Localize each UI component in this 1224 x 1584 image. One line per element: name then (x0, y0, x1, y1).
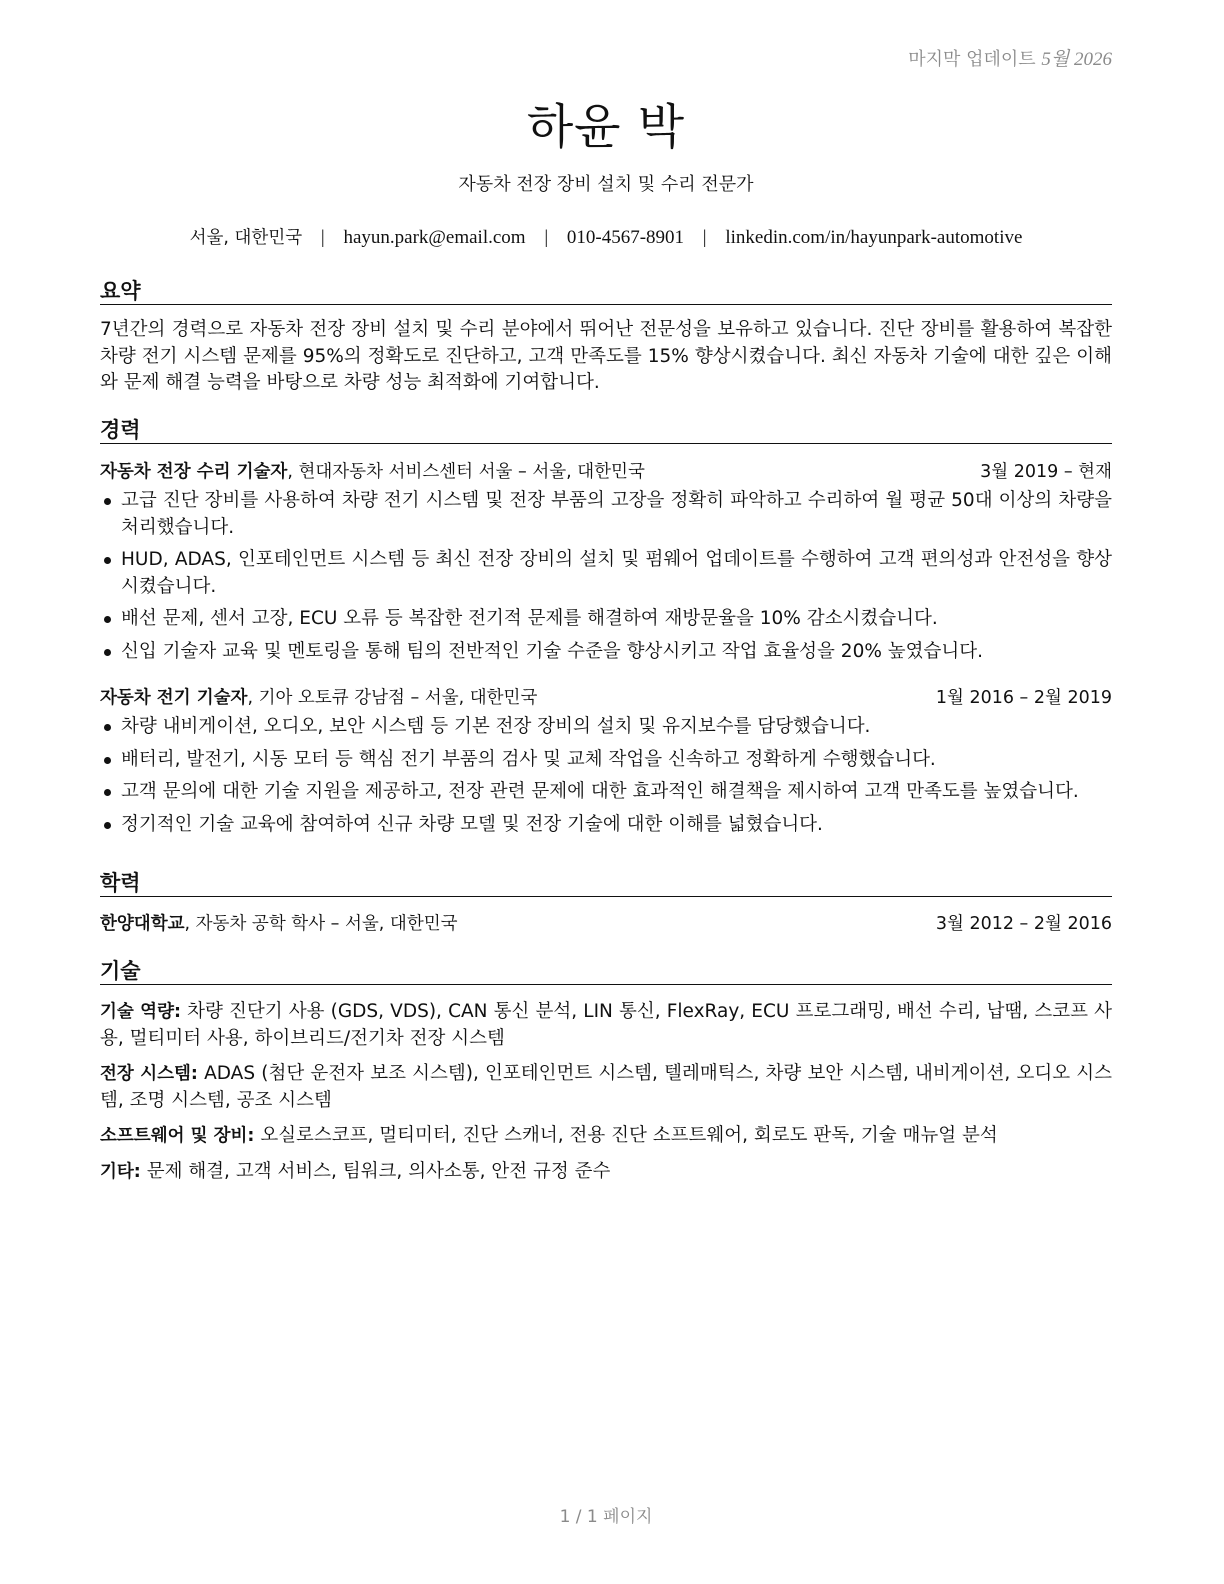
candidate-headline: 자동차 전장 장비 설치 및 수리 전문가 (458, 174, 754, 195)
last-updated-label: 마지막 업데이트 (908, 49, 1036, 70)
skill-label: 소프트웨어 및 장비: (100, 1126, 255, 1146)
resume-page (100, 0, 1112, 1584)
skill-item (100, 999, 1112, 1052)
contact-email[interactable]: hayun.park@email.com (343, 227, 526, 248)
contact-phone: 010-4567-8901 (566, 227, 685, 248)
job-header (100, 685, 1112, 711)
skills-title: 기술 (100, 958, 1112, 985)
education-title: 학력 (100, 870, 1112, 897)
experience-title: 경력 (100, 417, 1112, 444)
experience-section (100, 417, 1112, 844)
last-updated (908, 44, 1112, 71)
education-dates: 3월 2012 – 2월 2016 (935, 914, 1112, 934)
skill-item (100, 1159, 1112, 1186)
job-bullet: 고객 문의에 대한 기술 지원을 제공하고, 전장 관련 문제에 대한 효과적인 해결책을 제시하여 고객 만족도를 높였습니다. (100, 779, 1112, 806)
education-section (100, 870, 1112, 937)
contact-separator: | (544, 227, 549, 248)
education-detail: , 자동차 공학 학사 – 서울, 대한민국 (184, 914, 458, 934)
summary-title: 요약 (100, 278, 1112, 305)
job-dates: 1월 2016 – 2월 2019 (935, 688, 1112, 708)
job-role: 자동차 전장 수리 기술자 (100, 462, 288, 482)
job-bullet: HUD, ADAS, 인포테인먼트 시스템 등 최신 전장 장비의 설치 및 펌웨어 업데이트를 수행하여 고객 편의성과 안전성을 향상시켰습니다. (100, 547, 1112, 600)
job-bullets (100, 714, 1112, 838)
job-bullet: 차량 내비게이션, 오디오, 보안 시스템 등 기본 전장 장비의 설치 및 유지보수를 담당했습니다. (100, 714, 1112, 741)
summary-text: 7년간의 경력으로 자동차 전장 장비 설치 및 수리 분야에서 뛰어난 전문성을 보유하고 있습니다. 진단 장비를 활용하여 복잡한 차량 전기 시스템 문제를 95%의 정확도로 진단하고, 고객 만족도를 15% 향상시켰습니다. 최신 자동차 기술에 대한 깊은 이해와 문제 해결 능력을 바탕으로 차량 성능 최적화에 기여합니다. (100, 319, 1112, 393)
education-school: 한양대학교 (100, 914, 185, 934)
job-bullet: 정기적인 기술 교육에 참여하여 신규 차량 모델 및 전장 기술에 대한 이해를 넓혔습니다. (100, 812, 1112, 839)
skill-text: 오실로스코프, 멀티미터, 진단 스캐너, 전용 진단 소프트웨어, 회로도 판독, 기술 매뉴얼 분석 (254, 1125, 998, 1146)
job-header (100, 459, 1112, 485)
contact-separator: | (702, 227, 707, 248)
job-bullets (100, 488, 1112, 665)
skill-text: 차량 진단기 사용 (GDS, VDS), CAN 통신 분석, LIN 통신, FlexRay, ECU 프로그래밍, 배선 수리, 납땜, 스코프 사용, 멀티미터 사용, 하이브리드/전기차 전장 시스템 (100, 1001, 1112, 1049)
contact-line (100, 224, 1112, 249)
job-role: 자동차 전기 기술자 (100, 688, 248, 708)
skills-section (100, 958, 1112, 1194)
skills-list (100, 999, 1112, 1185)
job-bullet: 신입 기술자 교육 및 멘토링을 통해 팀의 전반적인 기술 수준을 향상시키고 작업 효율성을 20% 높였습니다. (100, 639, 1112, 666)
education-line (100, 911, 458, 937)
job-bullet: 배터리, 발전기, 시동 모터 등 핵심 전기 부품의 검사 및 교체 작업을 신속하고 정확하게 수행했습니다. (100, 747, 1112, 774)
job-entry (100, 685, 1112, 838)
job-org: , 현대자동차 서비스센터 서울 – 서울, 대한민국 (287, 462, 645, 482)
job-title-line (100, 459, 645, 485)
candidate-name: 하윤 박 (526, 99, 686, 155)
job-title-line (100, 685, 537, 711)
education-entry (100, 911, 1112, 937)
job-org: , 기아 오토큐 강남점 – 서울, 대한민국 (247, 688, 538, 708)
skill-item (100, 1061, 1112, 1114)
job-bullet: 고급 진단 장비를 사용하여 차량 전기 시스템 및 전장 부품의 고장을 정확히 파악하고 수리하여 월 평균 50대 이상의 차량을 처리했습니다. (100, 488, 1112, 541)
skill-label: 기술 역량: (100, 1002, 181, 1022)
skill-item (100, 1123, 1112, 1150)
skill-label: 기타: (100, 1161, 141, 1182)
skill-text: ADAS (첨단 운전자 보조 시스템), 인포테인먼트 시스템, 텔레매틱스, 차량 보안 시스템, 내비게이션, 오디오 시스템, 조명 시스템, 공조 시스템 (100, 1063, 1112, 1111)
last-updated-date: 5월 2026 (1041, 49, 1112, 70)
job-bullet: 배선 문제, 센서 고장, ECU 오류 등 복잡한 전기적 문제를 해결하여 재방문율을 10% 감소시켰습니다. (100, 606, 1112, 633)
contact-separator: | (320, 227, 325, 248)
skill-label: 전장 시스템: (100, 1064, 198, 1084)
job-dates: 3월 2019 – 현재 (980, 462, 1112, 482)
summary-section (100, 278, 1112, 397)
page-indicator: 1 / 1 페이지 (559, 1507, 653, 1527)
contact-linkedin[interactable]: linkedin.com/in/hayunpark-automotive (725, 227, 1023, 248)
contact-location: 서울, 대한민국 (189, 228, 303, 248)
skill-text: 문제 해결, 고객 서비스, 팀워크, 의사소통, 안전 규정 준수 (140, 1160, 611, 1182)
job-entry (100, 459, 1112, 665)
